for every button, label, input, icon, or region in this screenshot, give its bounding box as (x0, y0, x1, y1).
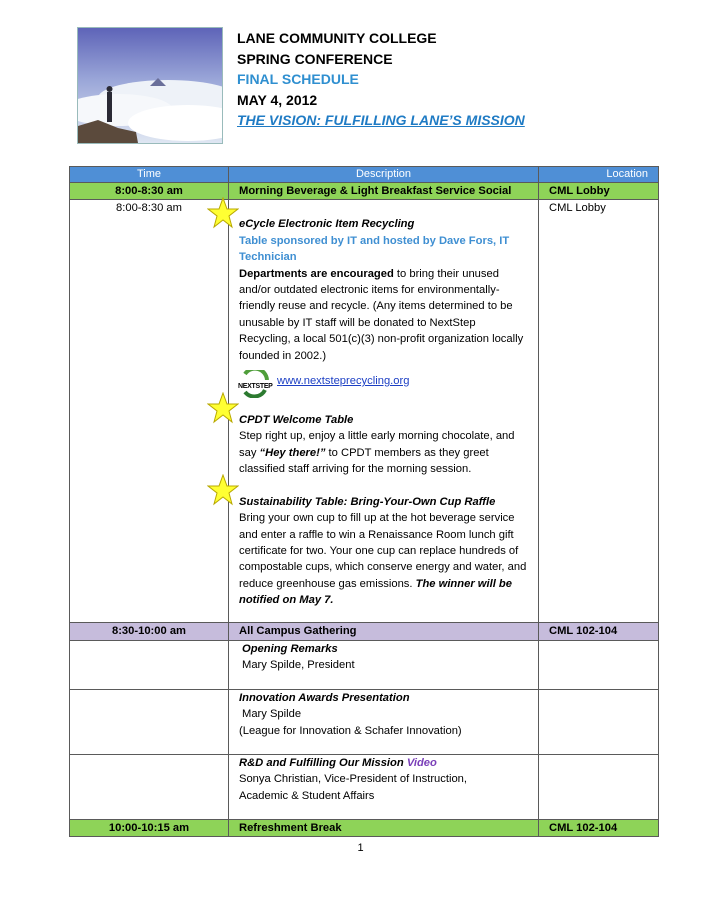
row-location (539, 754, 659, 819)
row-time (70, 640, 229, 689)
description-column-header: Description (229, 167, 539, 183)
star-icon (207, 392, 239, 424)
page-number: 1 (357, 842, 364, 854)
star-icon (207, 474, 239, 506)
table-row (70, 640, 659, 689)
schedule-title: FINAL SCHEDULE (237, 71, 359, 87)
rd-speaker: Sonya Christian, Vice-President of Instruction, (239, 773, 468, 786)
row-description: All Campus Gathering (229, 623, 539, 640)
sustainability-paragraph (239, 510, 528, 608)
star-icon (207, 197, 239, 229)
sustainability-text: Bring your own cup to fill up at the hot beverage service and enter a raffle to win a Renaissance Room lunch gift certificate for two. Your one cup can replace hundreds of compostable cups, which conserve energy and water, and reduce greenhouse gas emissions. (239, 512, 527, 590)
header-photo (77, 27, 223, 144)
row-time: 8:00-8:30 am (70, 183, 229, 200)
row-description (229, 754, 539, 819)
table-row (70, 623, 659, 640)
awards-title: Innovation Awards Presentation (239, 691, 410, 704)
row-location (539, 689, 659, 754)
cpdt-text-2: to CPDT members as they greet classified staff arriving for the morning session. (239, 446, 489, 476)
ecycle-text: to bring their unused and/or outdated electronic items for environmentally-friendly reuse and recycle. (Any items determined to be unusable by IT staff will be donated to NextStep Recycling, a local 501(c)(3) non-profit organization locally founded in 2002.) (239, 267, 524, 362)
cpdt-quote: “Hey there!” (259, 446, 326, 459)
row-location: CML 102-104 (539, 819, 659, 836)
nextstep-link[interactable]: www.nextsteprecycling.org (277, 375, 410, 388)
opening-remarks-title: Opening Remarks (242, 642, 338, 655)
ecycle-sponsor: Table sponsored by IT and hosted by Dave Fors, IT Technician (239, 234, 510, 264)
cpdt-title: CPDT Welcome Table (239, 414, 354, 427)
cpdt-paragraph (239, 428, 528, 477)
event-date: MAY 4, 2012 (237, 91, 318, 108)
logo-text: NEXTSTEP (238, 383, 273, 391)
table-row (70, 200, 659, 623)
ecycle-bold: Departments are encouraged (239, 267, 394, 280)
row-time: 8:30-10:00 am (70, 623, 229, 640)
cpdt-text-1: Step right up, enjoy a little early morning chocolate, and say (239, 430, 515, 459)
vision-title: THE VISION: FULFILLING LANE’S MISSION (237, 112, 525, 128)
row-location: CML 102-104 (539, 623, 659, 640)
rd-title-line (239, 755, 528, 771)
nextstep-logo (237, 370, 273, 398)
rd-title: R&D and Fulfilling Our Mission (239, 756, 404, 769)
table-row (70, 689, 659, 754)
row-location: CML Lobby (539, 183, 659, 200)
row-time: 8:00-8:30 am (70, 200, 229, 623)
row-location (539, 640, 659, 689)
location-column-header: Location (539, 167, 659, 183)
row-description (229, 640, 539, 689)
row-description: Morning Beverage & Light Breakfast Service Social (229, 183, 539, 200)
video-link[interactable]: Video (406, 756, 437, 769)
row-description (229, 689, 539, 754)
awards-note: (League for Innovation & Schafer Innovation) (239, 724, 462, 737)
document-header (237, 28, 525, 131)
sustainability-italic: The winner will be notified on May 7. (239, 577, 512, 607)
awards-speaker: Mary Spilde (242, 708, 302, 721)
row-time: 10:00-10:15 am (70, 819, 229, 836)
row-description: Refreshment Break (229, 819, 539, 836)
row-description (229, 200, 539, 623)
row-time (70, 689, 229, 754)
ecycle-title: eCycle Electronic Item Recycling (239, 218, 415, 231)
table-row (70, 819, 659, 836)
ecycle-paragraph (239, 266, 528, 364)
row-location: CML Lobby (539, 200, 659, 623)
nextstep-logo-row (239, 364, 528, 404)
time-column-header: Time (70, 167, 229, 183)
rd-speaker-title: Academic & Student Affairs (239, 789, 375, 802)
schedule-table (69, 166, 659, 837)
conference-name: SPRING CONFERENCE (237, 50, 393, 67)
opening-remarks-speaker: Mary Spilde, President (242, 659, 355, 672)
row-time (70, 754, 229, 819)
college-name: LANE COMMUNITY COLLEGE (237, 30, 437, 46)
table-row (70, 754, 659, 819)
table-header-row (70, 167, 659, 183)
table-row (70, 183, 659, 200)
sustainability-title: Sustainability Table: Bring-Your-Own Cup Raffle (239, 495, 496, 508)
